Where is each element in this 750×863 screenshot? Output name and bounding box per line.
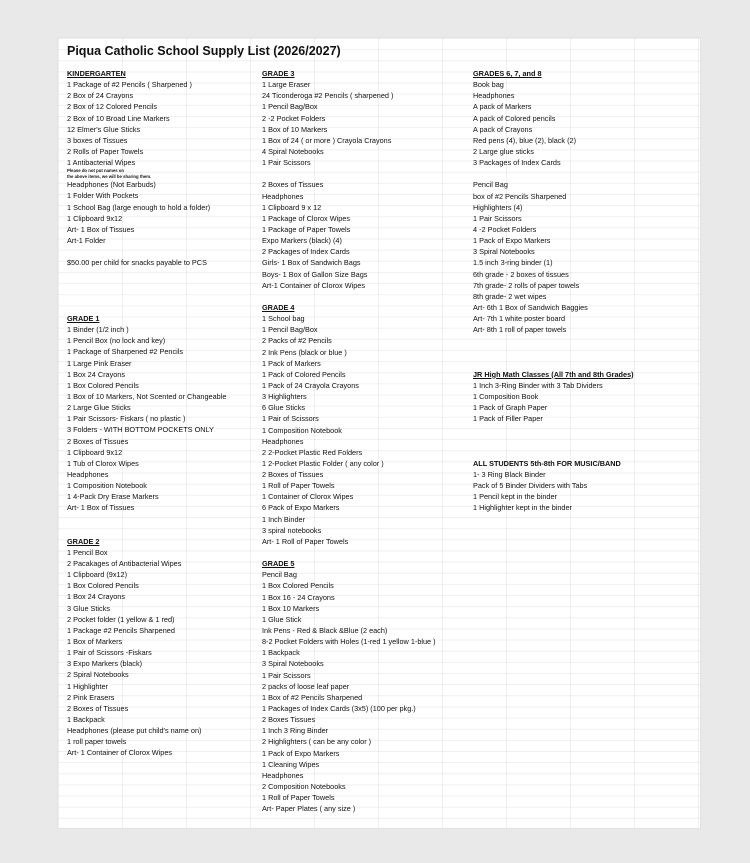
list-item: 2 Pocket folder (1 yellow & 1 red) (67, 614, 175, 624)
list-item: 1 Backpack (262, 648, 300, 658)
list-item: Boys- 1 Box of Gallon Size Bags (262, 269, 368, 279)
list-item: 1 Pack of Expo Markers (473, 236, 551, 246)
list-item: 3 spiral notebooks (262, 525, 322, 535)
list-item: 2 Boxes of Tissues (262, 180, 324, 190)
section-grade-5 (262, 558, 436, 814)
list-item: 2 Rolls of Paper Towels (67, 146, 144, 156)
list-item: 2 Boxes of Tissues (67, 436, 129, 446)
list-item: Red pens (4), blue (2), black (2) (473, 135, 577, 145)
page-title: Piqua Catholic School Supply List (2026/2027) (67, 44, 341, 58)
section-grade-2 (67, 536, 226, 759)
list-item: 3 Highlighters (262, 392, 307, 402)
list-item: 2 Spiral Notebooks (67, 670, 129, 680)
section-grade-4 (262, 302, 436, 547)
list-item: 1 Composition Notebook (262, 425, 342, 435)
section-heading: KINDERGARTEN (67, 69, 126, 78)
list-item: 2 Packages of Index Cards (262, 247, 350, 257)
list-item: Art- 6th 1 Box of Sandwich Baggies (473, 302, 588, 312)
list-item: 1 Package of Sharpened #2 Pencils (67, 347, 184, 357)
list-item: 2 Pacakages of Antibacterial Wipes (67, 559, 182, 569)
list-item: 8-2 Pocket Folders with Holes (1-red 1 yellow 1-blue ) (262, 637, 436, 647)
list-item: 1 Pencil Box (no lock and key) (67, 336, 166, 346)
list-item: 1 Pack of Markers (262, 358, 321, 368)
list-item: 4 Spiral Notebooks (262, 146, 324, 156)
list-item: 1 Pencil Bag/Box (262, 102, 318, 112)
list-item: 2 Highlighters ( can be any color ) (262, 737, 372, 747)
list-item: 2 Large glue sticks (473, 146, 534, 156)
list-item: 1 2-Pocket Plastic Folder ( any color ) (262, 458, 384, 468)
list-item: 2 Box of 24 Crayons (67, 91, 134, 101)
list-item: 3 Folders - WITH BOTTOM POCKETS ONLY (67, 425, 214, 435)
list-item: A pack of Crayons (473, 124, 533, 134)
list-item: A pack of Markers (473, 102, 532, 112)
list-item: 1 Pencil Box (67, 547, 108, 557)
list-item: 1 Cleaning Wipes (262, 759, 320, 769)
item-list (67, 324, 226, 513)
list-item: 1.5 inch 3-ring binder (1) (473, 258, 553, 268)
section-grades-6-7-8 (473, 68, 634, 335)
list-item: 1 Pencil kept in the binder (473, 492, 557, 502)
item-list (262, 79, 436, 168)
list-item: 3 Expo Markers (black) (67, 659, 143, 669)
list-item: 1 Inch 3 Ring Binder (262, 726, 329, 736)
list-item: 1 Pair Scissors- Fiskars ( no plastic ) (67, 414, 186, 424)
list-item: 1 Inch Binder (262, 514, 305, 524)
list-item: 1 Antibacterial Wipes (67, 158, 136, 168)
list-item: 3 Spiral Notebooks (262, 659, 324, 669)
column-3 (473, 68, 634, 514)
list-item: 2 Boxes Tissues (262, 715, 316, 725)
list-item: 1 Package of #2 Pencils ( Sharpened ) (67, 80, 192, 90)
list-item: Art-1 Folder (67, 235, 106, 245)
list-item: 1- 3 Ring Black Binder (473, 470, 546, 480)
note-line: the above items, we will be sharing them. (67, 173, 152, 179)
list-item: 6 Pack of Expo Markers (262, 503, 340, 513)
snack-fee: $50.00 per child for snacks payable to PCS (67, 258, 207, 268)
list-item: 1 Highlighter kept in the binder (473, 503, 572, 513)
list-item: 1 Box 24 Crayons (67, 592, 126, 602)
list-item: 6 Glue Sticks (262, 403, 305, 413)
list-item: 1 Package of Clorox Wipes (262, 213, 351, 223)
list-item: Art- 1 Container of Clorox Wipes (67, 748, 173, 758)
list-item: Headphones (262, 191, 304, 201)
list-item: Pack of 5 Binder Dividers with Tabs (473, 481, 588, 491)
list-item: 24 Ticonderoga #2 Pencils ( sharpened ) (262, 91, 394, 101)
list-item: 3 Spiral Notebooks (473, 247, 535, 257)
list-item: 1 Roll of Paper Towels (262, 793, 335, 803)
section-heading: GRADE 5 (262, 559, 295, 569)
list-item: Art-1 Container of Clorox Wipes (262, 280, 366, 290)
list-item: 2 Large Glue Sticks (67, 403, 131, 413)
item-list (473, 179, 634, 335)
list-item: 1 Box of #2 Pencils Sharpened (262, 692, 363, 702)
list-item: Book bag (473, 80, 504, 90)
section-jr-high-math (473, 369, 634, 425)
list-item: 1 Pack of Colored Pencils (262, 369, 346, 379)
list-item: Pencil Bag (473, 180, 508, 190)
list-item: 6th grade - 2 boxes of tissues (473, 269, 569, 279)
section-heading: JR High Math Classes (All 7th and 8th Grades) (473, 369, 634, 379)
list-item: 1 Composition Notebook (67, 481, 147, 491)
list-item: 1 Large Eraser (262, 80, 311, 90)
list-item: 2 Composition Notebooks (262, 782, 346, 791)
column-1 (67, 68, 226, 759)
item-list (473, 380, 634, 425)
list-item: 1 Clipboard 9x12 (67, 447, 123, 457)
list-item: 1 Box of 24 ( or more ) Crayola Crayons (262, 135, 392, 145)
section-heading: ALL STUDENTS 5th-8th FOR MUSIC/BAND (473, 458, 621, 468)
list-item: 1 Inch 3-Ring Binder with 3 Tab Dividers (473, 380, 603, 390)
section-heading: GRADE 2 (67, 536, 100, 546)
list-item: 2 2-Pocket Plastic Red Folders (262, 447, 363, 457)
list-item: 1 Pack of Filler Paper (473, 414, 543, 424)
list-item: Headphones (262, 436, 304, 446)
list-item: Pencil Bag (262, 570, 297, 580)
item-list (473, 79, 634, 168)
list-item: Art- 7th 1 white poster board (473, 314, 566, 324)
list-item: 1 Box of 10 Markers, Not Scented or Changeable (67, 391, 227, 401)
item-list (262, 313, 436, 547)
list-item: box of #2 Pencils Sharpened (473, 191, 567, 201)
list-item: 2 Packs of #2 Pencils (262, 336, 332, 346)
list-item: Art- 1 Roll of Paper Towels (262, 536, 349, 546)
list-item: 1 Pair Scissors (262, 670, 311, 680)
list-item: Headphones (please put child's name on) (67, 726, 202, 736)
list-item: 1 Clipboard (9x12) (67, 570, 128, 580)
list-item: 1 School bag (262, 314, 305, 324)
note-line: Please do not put names on (67, 168, 125, 174)
item-list (67, 547, 226, 759)
section-heading: GRADES 6, 7, and 8 (473, 69, 542, 78)
list-item: 1 Box of Markers (67, 637, 123, 647)
list-item: Art- 8th 1 roll of paper towels (473, 325, 567, 335)
section-heading: GRADE 3 (262, 69, 295, 78)
list-item: 8th grade- 2 wet wipes (473, 291, 547, 301)
list-item: A pack of Colored pencils (473, 113, 556, 123)
list-item: 1 Large Pink Eraser (67, 358, 132, 368)
list-item: Art- 1 Box of Tissues (67, 224, 135, 234)
list-item: 4 -2 Pocket Folders (473, 224, 537, 234)
list-item: 1 Pack of Expo Markers (262, 748, 340, 758)
list-item: 12 Elmer's Glue Sticks (67, 124, 141, 134)
list-item: 1 Box 24 Crayons (67, 369, 126, 379)
list-item: 1 4-Pack Dry Erase Markers (67, 492, 159, 502)
list-item: 2 -2 Pocket Folders (262, 113, 326, 123)
item-list (67, 79, 226, 168)
list-item: Art- 1 Box of Tissues (67, 503, 135, 513)
list-item: 1 Clipboard 9x12 (67, 213, 123, 223)
list-item: 1 Box 10 Markers (262, 603, 320, 613)
list-item: 1 Pair of Scissors (262, 414, 319, 424)
list-item: 1 School Bag (large enough to hold a folder) (67, 202, 211, 212)
list-item: 1 Pair Scissors (262, 158, 311, 168)
list-item: 1 Roll of Paper Towels (262, 481, 335, 491)
list-item: 1 Pair of Scissors -Fiskars (67, 648, 152, 658)
list-item: Girls- 1 Box of Sandwich Bags (262, 258, 361, 268)
list-item: Expo Markers (black) (4) (262, 236, 342, 246)
list-item: 3 Packages of Index Cards (473, 158, 561, 168)
section-heading: GRADE 1 (67, 313, 100, 323)
section-heading: GRADE 4 (262, 302, 295, 312)
list-item: 1 roll paper towels (67, 737, 127, 747)
list-item: 1 Package of Paper Towels (262, 224, 351, 234)
list-item: 2 Boxes of Tissues (262, 470, 324, 480)
list-item: 3 Glue Sticks (67, 603, 110, 613)
list-item: 1 Backpack (67, 715, 105, 725)
list-item: 1 Box 16 - 24 Crayons (262, 592, 335, 602)
list-item: Headphones (67, 469, 109, 479)
list-item: 1 Box Colored Pencils (67, 581, 139, 591)
list-item: 2 packs of loose leaf paper (262, 681, 350, 691)
list-item: 1 Box Colored Pencils (67, 380, 139, 390)
list-item: 1 Clipboard 9 x 12 (262, 202, 322, 212)
list-item: 2 Ink Pens (black or blue ) (262, 347, 347, 357)
list-item: 1 Pencil Bag/Box (262, 325, 318, 335)
item-list (262, 569, 436, 814)
list-item: 1 Package #2 Pencils Sharpened (67, 625, 175, 635)
list-item: 2 Box of 10 Broad Line Markers (67, 113, 170, 123)
list-item: 1 Pair Scissors (473, 213, 522, 223)
list-item: 1 Box Colored Pencils (262, 581, 334, 591)
list-item: 1 Composition Book (473, 392, 539, 402)
list-item: 1 Binder (1/2 inch ) (67, 325, 129, 335)
list-item: 1 Highlighter (67, 681, 108, 691)
list-item: 2 Boxes of Tissues (67, 703, 129, 713)
item-list (473, 469, 634, 514)
section-music-band (473, 458, 634, 514)
list-item: 1 Pack of Graph Paper (473, 403, 548, 413)
list-item: Headphones (473, 91, 515, 101)
list-item: 1 Container of Clorox Wipes (262, 492, 354, 502)
list-item: Headphones (Not Earbuds) (67, 180, 156, 190)
list-item: Headphones (262, 770, 304, 780)
list-item: 2 Box of 12 Colored Pencils (67, 102, 158, 112)
list-item: 1 Packages of Index Cards (3x5) (100 per pkg.) (262, 704, 416, 714)
list-item: 3 boxes of Tissues (67, 135, 128, 145)
item-list (262, 179, 436, 290)
list-item: 1 Folder With Pockets (67, 191, 139, 201)
item-list (67, 179, 226, 246)
list-item: Art- Paper Plates ( any size ) (262, 804, 356, 814)
column-2 (262, 68, 436, 814)
section-grade-1 (67, 313, 226, 514)
list-item: 1 Box of 10 Markers (262, 124, 328, 134)
list-item: Highlighters (4) (473, 202, 523, 212)
list-item: 1 Glue Stick (262, 614, 302, 624)
section-kindergarten (67, 68, 226, 268)
list-item: Ink Pens - Red & Black &Blue (2 each) (262, 626, 388, 636)
list-item: 1 Pack of 24 Crayola Crayons (262, 380, 359, 390)
list-item: 2 Pink Erasers (67, 692, 115, 702)
section-grade-3 (262, 68, 436, 291)
list-item: 7th grade- 2 rolls of paper towels (473, 280, 580, 290)
list-item: 1 Tub of Clorox Wipes (67, 458, 139, 468)
